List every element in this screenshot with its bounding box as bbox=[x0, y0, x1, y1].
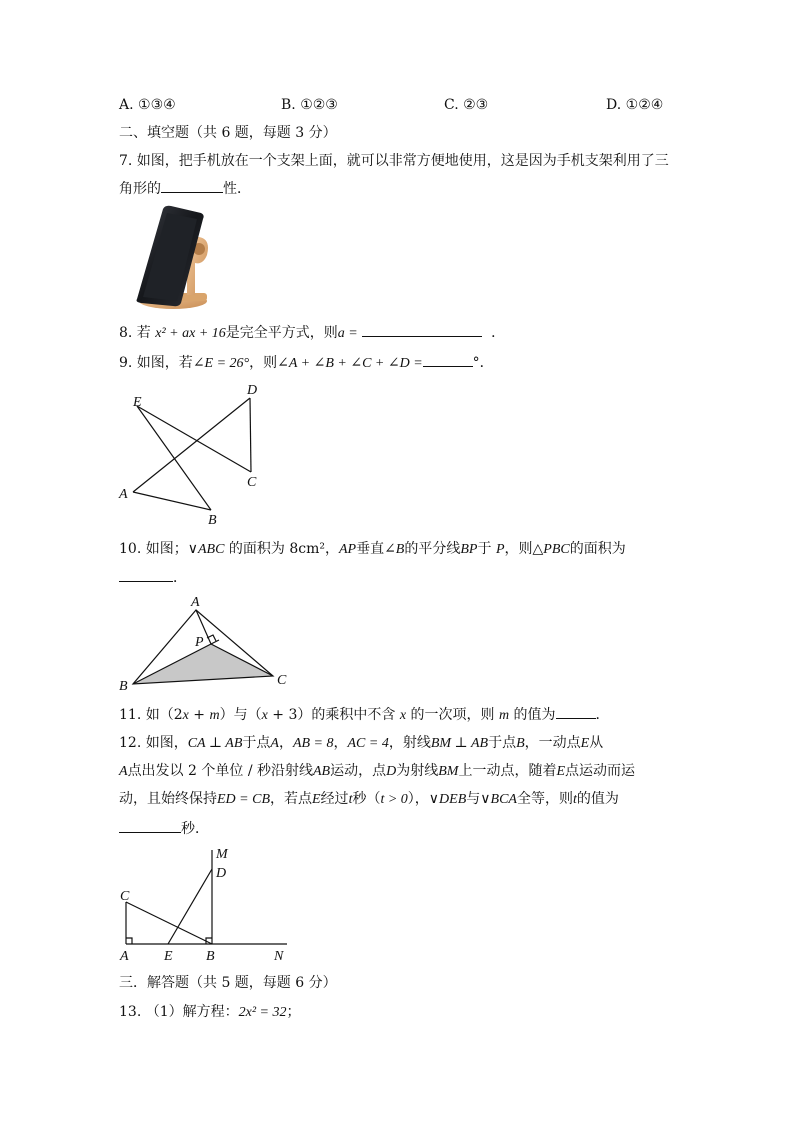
label-a: A bbox=[119, 487, 128, 502]
option-c: C. ②③ bbox=[444, 97, 489, 113]
q13: 13. （1）解方程：2x² = 32； bbox=[119, 1004, 301, 1020]
figure-q10 bbox=[115, 592, 295, 692]
q12-line3: 动，且始终保持ED = CB，若点E经过t秒（t > 0），∨DEB与∨BCA全等，则t的值为 bbox=[119, 791, 619, 807]
label-c: C bbox=[120, 889, 130, 904]
segment-dc bbox=[250, 398, 251, 472]
q11-blank bbox=[556, 704, 596, 719]
label-m: M bbox=[216, 847, 228, 862]
shaded-triangle-pbc bbox=[133, 644, 273, 684]
label-c: C bbox=[247, 475, 257, 490]
label-p: P bbox=[195, 635, 204, 650]
q7-blank bbox=[161, 178, 223, 193]
q12-blank bbox=[119, 818, 181, 833]
label-a: A bbox=[191, 595, 200, 610]
segment-ec bbox=[137, 406, 251, 472]
q10-blank bbox=[119, 567, 173, 582]
q7-line2: 角形的 性． bbox=[119, 178, 251, 199]
label-b: B bbox=[119, 679, 128, 694]
right-angle-a bbox=[126, 938, 132, 944]
label-a: A bbox=[120, 949, 129, 964]
q12-line1: 12. 如图，CA ⊥ AB于点A，AB = 8，AC = 4，射线BM ⊥ AB于点B，一动点E从 bbox=[119, 735, 604, 751]
q8: 8. 若 x² + ax + 16是完全平方式，则a = ． bbox=[119, 322, 505, 344]
option-b: B. ①②③ bbox=[281, 97, 338, 113]
segment-cb bbox=[126, 902, 212, 944]
label-b: B bbox=[206, 949, 215, 964]
label-d: D bbox=[216, 866, 227, 881]
q12-line4: 秒． bbox=[119, 818, 209, 839]
q11: 11. 如（2x + m）与（x + 3）的乘积中不含 x 的一次项，则 m 的值为 ． bbox=[119, 704, 610, 726]
q7-line1: 7. 如图，把手机放在一个支架上面，就可以非常方便地使用，这是因为手机支架利用了三 bbox=[119, 153, 669, 169]
q9: 9. 如图，若∠E = 26°，则∠A + ∠B + ∠C + ∠D = °． bbox=[119, 352, 494, 374]
figure-q12 bbox=[112, 842, 302, 967]
segment-ad bbox=[133, 398, 250, 492]
label-e: E bbox=[164, 949, 173, 964]
section-3-heading: 三．解答题（共 5 题，每题 6 分） bbox=[119, 975, 337, 991]
segment-pb-ext bbox=[211, 640, 219, 644]
q10-line1: 10. 如图；∨ABC 的面积为 8cm²，AP垂直∠B的平分线BP于 P，则△PBC的面积为 bbox=[119, 541, 626, 557]
q10-line2: ． bbox=[119, 567, 187, 588]
label-b: B bbox=[208, 513, 217, 528]
label-c: C bbox=[277, 673, 287, 688]
segment-ab bbox=[133, 492, 211, 510]
phone-stand-image bbox=[129, 203, 213, 313]
label-d: D bbox=[247, 383, 258, 398]
option-d: D. ①②④ bbox=[606, 97, 664, 113]
option-a: A. ①③④ bbox=[119, 97, 176, 113]
segment-eb bbox=[137, 406, 211, 510]
figure-q9 bbox=[115, 380, 275, 530]
label-e: E bbox=[133, 395, 142, 410]
q8-blank bbox=[362, 322, 482, 337]
q12-line2: A点出发以 2 个单位 / 秒沿射线AB运动，点D为射线BM上一动点，随着E点运动而运 bbox=[119, 763, 636, 779]
q9-blank bbox=[423, 352, 473, 367]
label-n: N bbox=[274, 949, 284, 964]
section-2-heading: 二、填空题（共 6 题，每题 3 分） bbox=[119, 125, 337, 141]
